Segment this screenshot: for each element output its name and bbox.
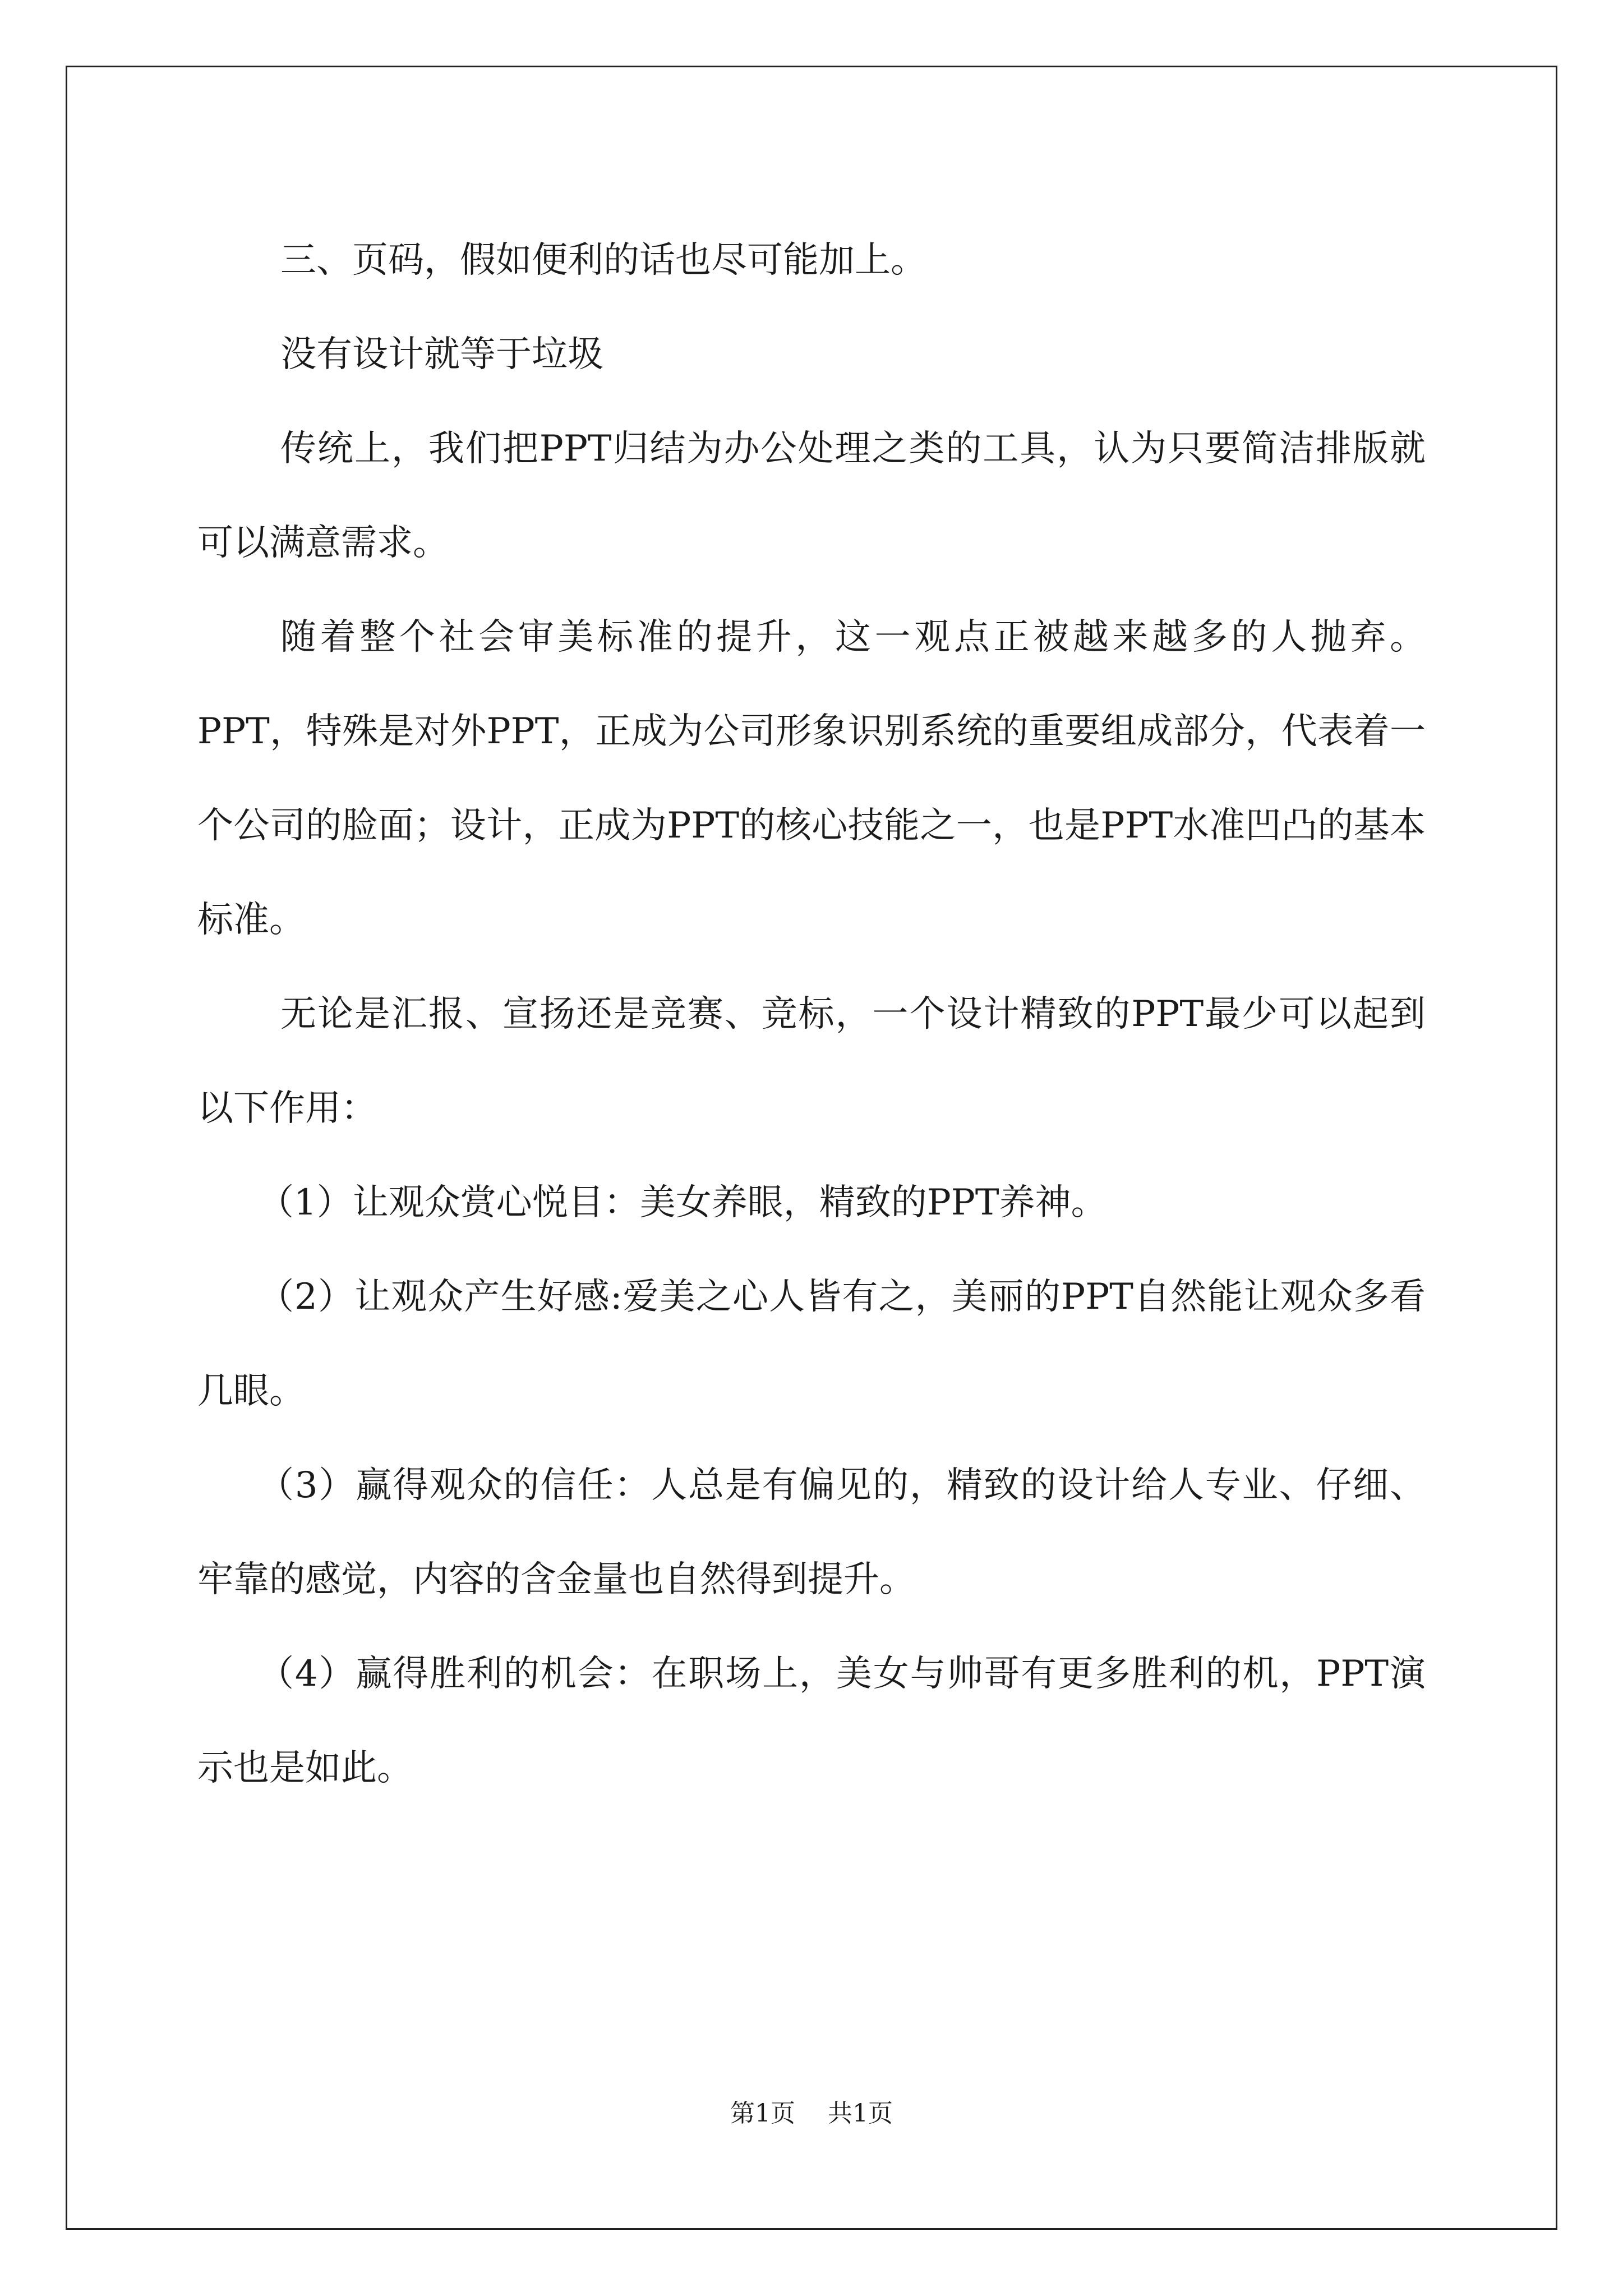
list-item-4: （4）赢得胜利的机会：在职场上，美女与帅哥有更多胜利的机，PPT演示也是如此。 — [197, 1653, 1426, 1789]
page-number-current: 第1页 — [730, 2099, 795, 2128]
page-number-total: 共1页 — [828, 2099, 893, 2128]
list-item-3: （3）赢得观众的信任：人总是有偏见的，精致的设计给人专业、仔细、牢靠的感觉，内容的含金量也自然得到提升。 — [197, 1465, 1426, 1600]
paragraph-aesthetics: 随着整个社会审美标准的提升，这一观点正被越来越多的人抛弃。PPT，特殊是对外PPT，正成为公司形象识别系统的重要组成部分，代表着一个公司的脸面；设计，正成为PPT的核心技能之一，也是PPT水准凹凸的基本标准。 — [197, 616, 1426, 941]
paragraph-page-numbers: 三、页码，假如便利的话也尽可能加上。 — [280, 240, 926, 281]
document-body — [197, 213, 1426, 1815]
page-footer — [0, 2097, 1623, 2131]
paragraph-effects-intro: 无论是汇报、宣扬还是竞赛、竞标，一个设计精致的PPT最少可以起到以下作用： — [197, 993, 1426, 1129]
list-item-1: （1）让观众赏心悦目：美女养眼，精致的PPT养神。 — [258, 1182, 1107, 1223]
paragraph-tradition: 传统上，我们把PPT归结为办公处理之类的工具，认为只要简洁排版就可以满意需求。 — [197, 428, 1426, 564]
paragraph-heading-design: 没有设计就等于垃圾 — [280, 334, 603, 375]
list-item-2: （2）让观众产生好感:爱美之心人皆有之，美丽的PPT自然能让观众多看几眼。 — [197, 1276, 1426, 1412]
